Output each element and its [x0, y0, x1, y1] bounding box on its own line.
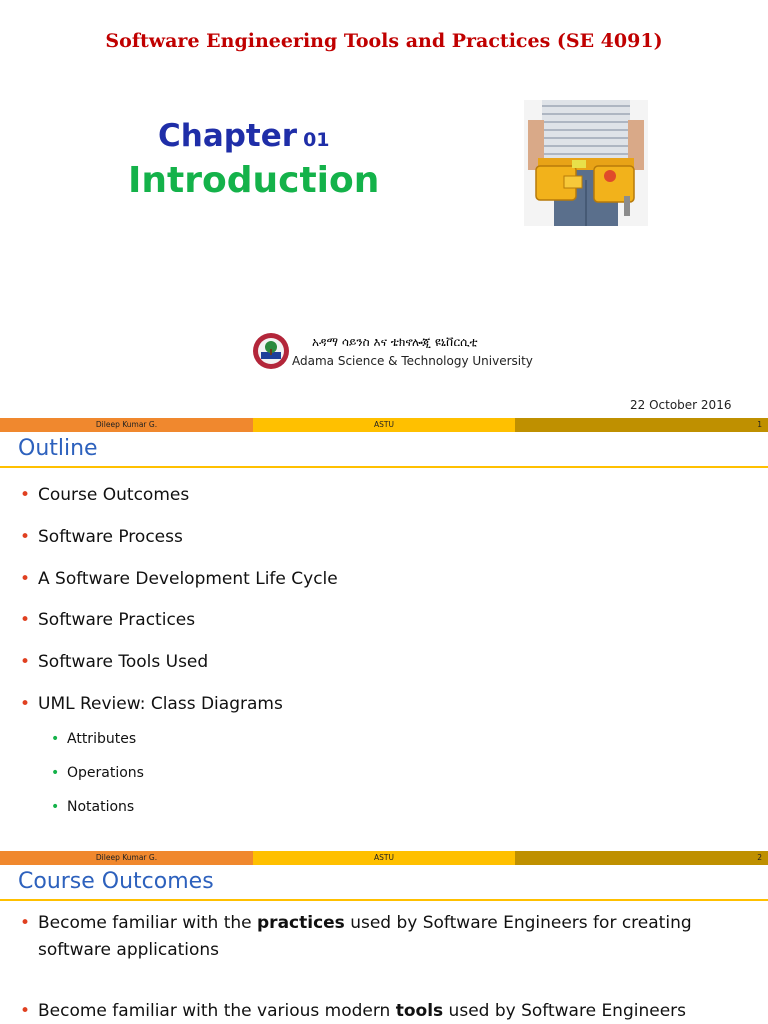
outcome-text: Become familiar with the — [38, 913, 258, 933]
outcome-text: used by Software Engineers — [443, 1001, 687, 1021]
slide-footer-2 — [0, 851, 768, 865]
slide-date: 22 October 2016 — [630, 398, 732, 412]
outcome-item — [18, 910, 768, 964]
page-number: 2 — [757, 853, 762, 862]
outcome-text: Become familiar with the various modern — [38, 1001, 396, 1021]
list-item: • Software Tools Used — [18, 652, 338, 672]
chapter-word: Chapter — [158, 118, 298, 154]
footer-author: Dileep Kumar G. — [0, 418, 253, 432]
chapter-number: 01 — [303, 129, 330, 151]
list-item: • Software Practices — [18, 610, 338, 630]
bullet-icon: • — [20, 1001, 31, 1021]
slide-heading: Outline — [18, 436, 98, 461]
footer-author: Dileep Kumar G. — [0, 851, 253, 865]
outcome-emphasis: practices — [257, 913, 345, 933]
university-logo — [252, 332, 290, 370]
university-name-amharic: አዳማ ሳይንስ እና ቴክኖሎጂ ዩኒቨርሲቲ — [312, 335, 478, 349]
footer-page-number — [515, 418, 768, 432]
outline-list — [18, 485, 338, 714]
university-name: Adama Science & Technology University — [292, 354, 533, 368]
footer-center: ASTU — [253, 418, 515, 432]
outline-slide — [0, 432, 768, 850]
chapter-label — [158, 118, 330, 154]
list-item: • Course Outcomes — [18, 485, 338, 505]
course-title: Software Engineering Tools and Practices (SE 4091) — [105, 30, 663, 52]
list-item: • A Software Development Life Cycle — [18, 569, 338, 589]
slide-footer-1 — [0, 418, 768, 432]
list-item: • Software Process — [18, 527, 338, 547]
sub-list-item: • Notations — [50, 798, 144, 816]
outcome-emphasis: tools — [395, 1001, 444, 1021]
title-slide — [0, 0, 768, 418]
slide-heading: Course Outcomes — [18, 869, 214, 894]
footer-page-number — [515, 851, 768, 865]
course-outcomes-slide — [0, 865, 768, 1024]
tool-belt-photo — [524, 100, 648, 226]
bullet-icon: • — [20, 913, 31, 933]
outcome-text: used by Software Engineers for creating software applications — [38, 913, 692, 960]
list-item: • UML Review: Class Diagrams — [18, 694, 338, 714]
outcome-item — [18, 998, 768, 1024]
chapter-title: Introduction — [128, 160, 380, 201]
heading-divider — [0, 899, 768, 901]
heading-divider — [0, 466, 768, 468]
footer-center: ASTU — [253, 851, 515, 865]
sub-list-item: • Operations — [50, 764, 144, 782]
sub-list-item: • Attributes — [50, 730, 144, 748]
page-number: 1 — [757, 420, 762, 429]
class-diagram-sublist — [50, 730, 144, 816]
